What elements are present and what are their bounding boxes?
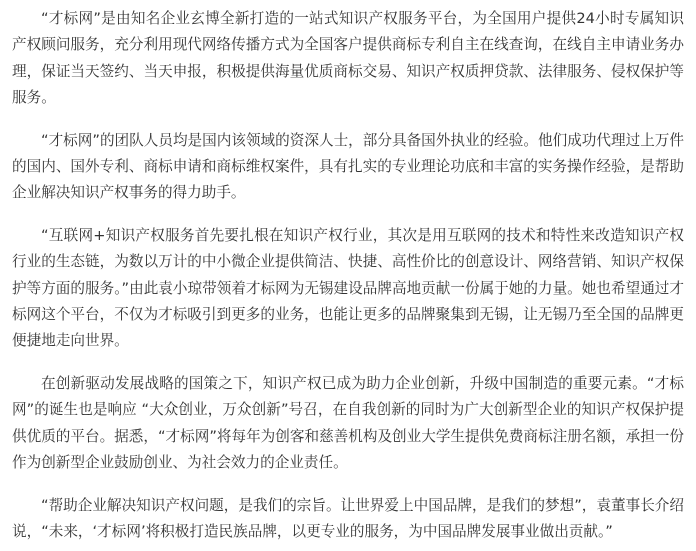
article-body: [12, 6, 684, 545]
paragraph-innovation: 在创新驱动发展战略的国策之下，知识产权已成为助力企业创新，升级中国制造的重要元素。“才标网”的诞生也是响应 “大众创业，万众创新”号召，在自我创新的同时为广大创新型企业的知识产权保护提供优质的平台。据悉，“才标网”将每年为创客和慈善机构及创业大学生提供免费商标注册名额，承担一份作为创新型企业鼓励创业、为社会效力的企业责任。: [12, 374, 684, 472]
paragraph-quote: “帮助企业解决知识产权问题，是我们的宗旨。让世界爱上中国品牌，是我们的梦想”，袁董事长介绍说，“未来，‘才标网’将积极打造民族品牌，以更专业的服务，为中国品牌发展事业做出贡献。”: [12, 496, 684, 540]
paragraph-internet-plus: “互联网+知识产权服务首先要扎根在知识产权行业，其次是用互联网的技术和特性来改造知识产权行业的生态链，为数以万计的中小微企业提供简洁、快捷、高性价比的创意设计、网络营销、知识产权保护等方面的服务。”由此袁小琼带领着才标网为无锡建设品牌高地贡献一份属于她的力量。她也希望通过才标网这个平台，不仅为才标吸引到更多的业务，也能让更多的品牌聚集到无锡，让无锡乃至全国的品牌更便捷地走向世界。: [12, 226, 684, 350]
paragraph-team: “才标网”的团队人员均是国内该领域的资深人士，部分具备国外执业的经验。他们成功代理过上万件的国内、国外专利、商标申请和商标维权案件，具有扎实的专业理论功底和丰富的实务操作经验，是帮助企业解决知识产权事务的得力助手。: [12, 131, 684, 202]
paragraph-intro: “才标网”是由知名企业玄博全新打造的一站式知识产权服务平台，为全国用户提供24小时专属知识产权顾问服务，充分利用现代网络传播方式为全国客户提供商标专利自主在线查询，在线自主申请业务办理，保证当天签约、当天申报，积极提供海量优质商标交易、知识产权质押贷款、法律服务、侵权保护等服务。: [12, 10, 684, 107]
